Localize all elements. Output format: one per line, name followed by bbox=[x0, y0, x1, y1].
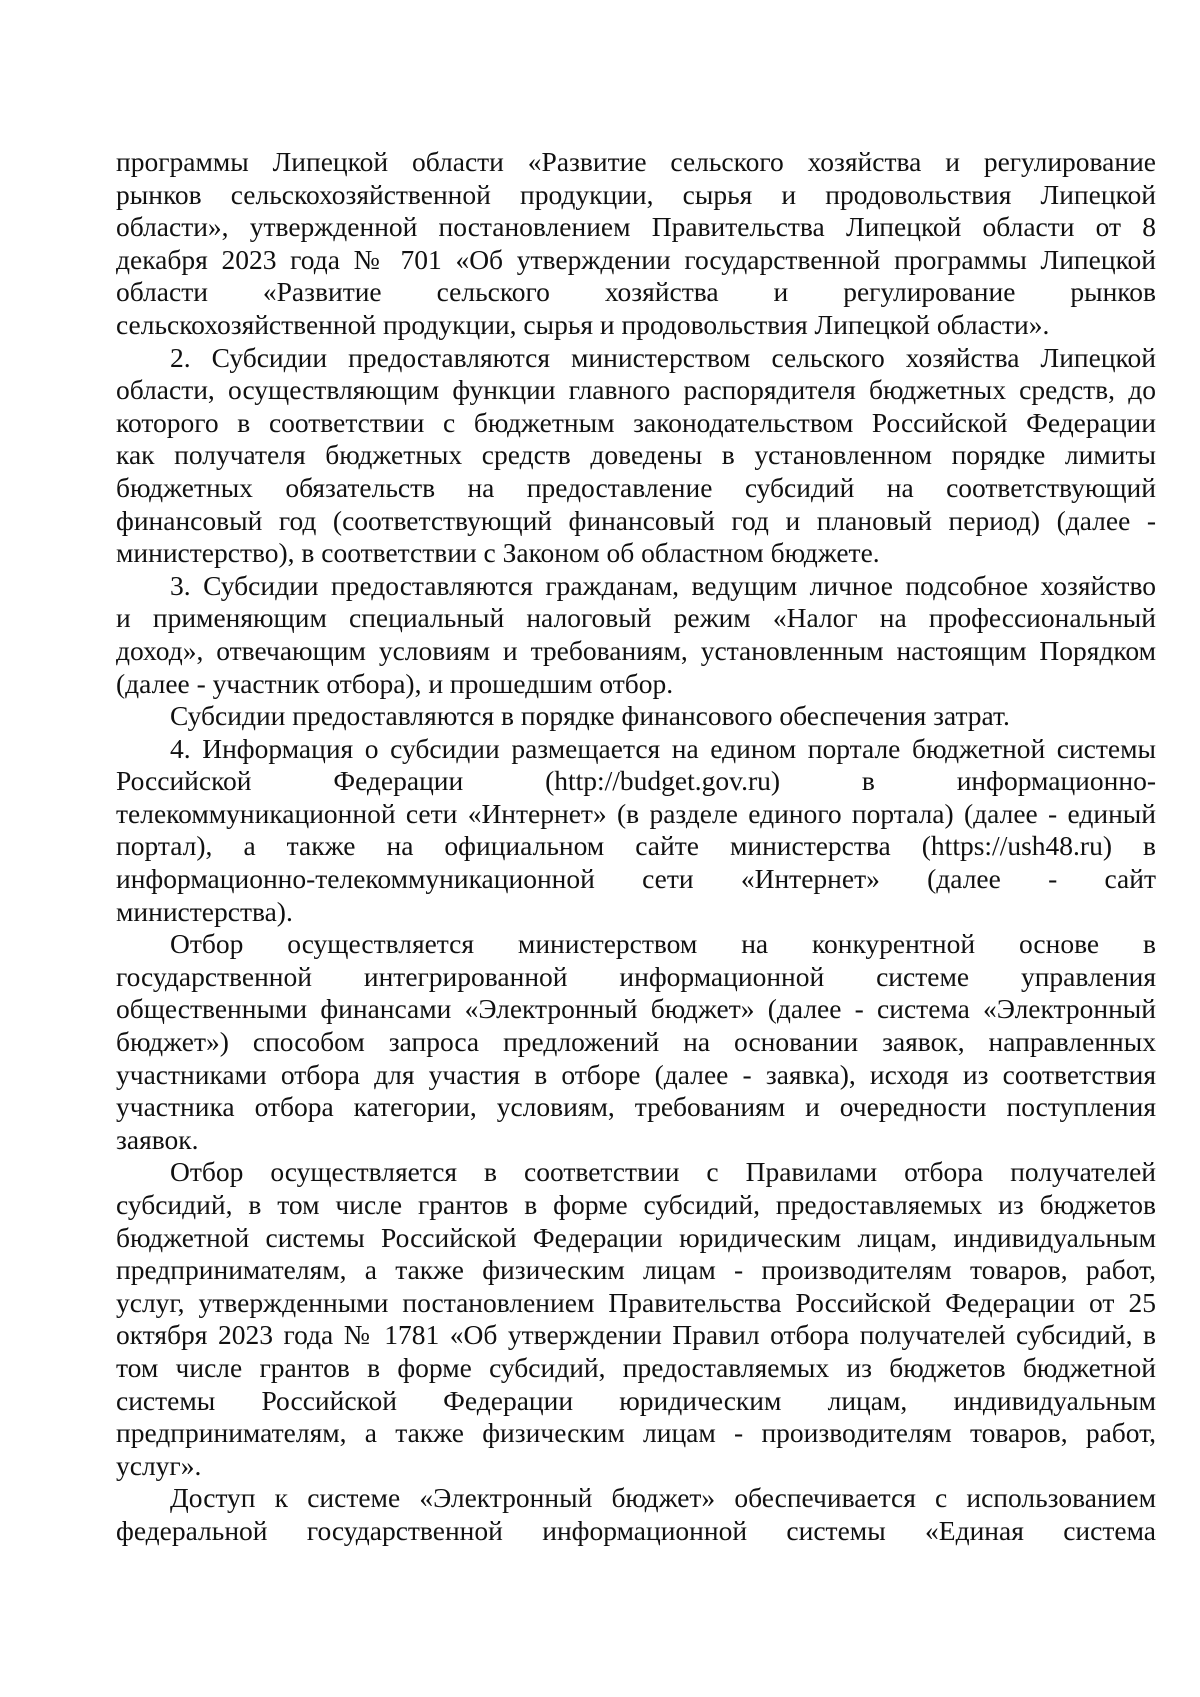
text-line: области, осуществляющим функции главного распорядителя бюджетных средств, до bbox=[116, 374, 1156, 406]
paragraph bbox=[116, 1482, 1156, 1547]
paragraph bbox=[116, 928, 1156, 1156]
text-line: программы Липецкой области «Развитие сельского хозяйства и регулирование bbox=[116, 146, 1156, 177]
text-line: доход», отвечающим условиям и требованиям, установленным настоящим Порядком bbox=[116, 634, 1156, 666]
text-line: бюджетной системы Российской Федерации юридическим лицам, индивидуальным bbox=[116, 1221, 1156, 1253]
text-line: как получателя бюджетных средств доведены в установленном порядке лимиты bbox=[116, 439, 1156, 471]
paragraph bbox=[116, 146, 1156, 342]
text-line: и применяющим специальный налоговый режим «Налог на профессиональный bbox=[116, 602, 1156, 634]
paragraph bbox=[116, 570, 1156, 700]
text-line: участниками отбора для участия в отборе (далее - заявка), исходя из соответствия bbox=[116, 1058, 1156, 1090]
text-line: (далее - участник отбора), и прошедшим отбор. bbox=[116, 667, 674, 699]
text-line: государственной интегрированной информационной системе управления bbox=[116, 960, 1156, 992]
text-line: области», утвержденной постановлением Правительства Липецкой области от 8 bbox=[116, 211, 1156, 243]
text-line: рынков сельскохозяйственной продукции, сырья и продовольствия Липецкой bbox=[116, 178, 1156, 210]
text-line: октября 2023 года № 1781 «Об утверждении Правил отбора получателей субсидий, в bbox=[116, 1319, 1156, 1351]
text-line: которого в соответствии с бюджетным законодательством Российской Федерации bbox=[116, 406, 1156, 438]
text-line: общественными финансами «Электронный бюджет» (далее - система «Электронный bbox=[116, 993, 1156, 1025]
text-line: субсидий, в том числе грантов в форме субсидий, предоставляемых из бюджетов bbox=[116, 1189, 1156, 1220]
paragraph bbox=[116, 1156, 1156, 1482]
text-line: том числе грантов в форме субсидий, предоставляемых из бюджетов бюджетной bbox=[116, 1351, 1156, 1383]
text-line: информационно-телекоммуникационной сети «Интернет» (далее - сайт bbox=[116, 863, 1156, 895]
text-line: Российской Федерации (http://budget.gov.ru) в информационно- bbox=[116, 765, 1156, 797]
text-line: области «Развитие сельского хозяйства и регулирование рынков bbox=[116, 276, 1156, 308]
text-line: предпринимателям, а также физическим лицам - производителям товаров, работ, bbox=[116, 1417, 1156, 1449]
text-line: участника отбора категории, условиям, требованиям и очередности поступления bbox=[116, 1091, 1156, 1123]
text-line: финансовый год (соответствующий финансовый год и плановый период) (далее - bbox=[116, 504, 1156, 536]
text-line: сельскохозяйственной продукции, сырья и продовольствия Липецкой области». bbox=[116, 308, 1050, 340]
document-body bbox=[116, 146, 1156, 1548]
text-line: заявок. bbox=[116, 1123, 199, 1155]
text-line: федеральной государственной информационной системы «Единая система bbox=[116, 1514, 1156, 1546]
text-line: телекоммуникационной сети «Интернет» (в разделе единого портала) (далее - единый bbox=[116, 797, 1156, 829]
paragraph bbox=[116, 700, 1156, 733]
text-line: министерство), в соответствии с Законом об областном бюджете. bbox=[116, 537, 880, 569]
text-line: услуг, утвержденными постановлением Правительства Российской Федерации от 25 bbox=[116, 1286, 1156, 1318]
text-line: Субсидии предоставляются в порядке финансового обеспечения затрат. bbox=[170, 700, 1010, 732]
text-line: 4. Информация о субсидии размещается на едином портале бюджетной системы bbox=[170, 732, 1156, 764]
text-line: портал), а также на официальном сайте министерства (https://ush48.ru) в bbox=[116, 830, 1156, 862]
text-line: Доступ к системе «Электронный бюджет» обеспечивается с использованием bbox=[170, 1482, 1156, 1514]
paragraph bbox=[116, 733, 1156, 929]
text-line: системы Российской Федерации юридическим лицам, индивидуальным bbox=[116, 1384, 1156, 1416]
text-line: Отбор осуществляется в соответствии с Правилами отбора получателей bbox=[170, 1156, 1156, 1188]
text-line: бюджет») способом запроса предложений на основании заявок, направленных bbox=[116, 1026, 1156, 1058]
text-line: декабря 2023 года № 701 «Об утверждении государственной программы Липецкой bbox=[116, 243, 1156, 275]
paragraph bbox=[116, 342, 1156, 570]
text-line: 2. Субсидии предоставляются министерством сельского хозяйства Липецкой bbox=[170, 341, 1156, 373]
text-line: предпринимателям, а также физическим лицам - производителям товаров, работ, bbox=[116, 1254, 1156, 1286]
text-line: услуг». bbox=[116, 1449, 202, 1481]
text-line: 3. Субсидии предоставляются гражданам, ведущим личное подсобное хозяйство bbox=[170, 569, 1156, 601]
text-line: министерства). bbox=[116, 895, 293, 927]
text-line: бюджетных обязательств на предоставление субсидий на соответствующий bbox=[116, 471, 1156, 503]
text-line: Отбор осуществляется министерством на конкурентной основе в bbox=[170, 928, 1156, 960]
